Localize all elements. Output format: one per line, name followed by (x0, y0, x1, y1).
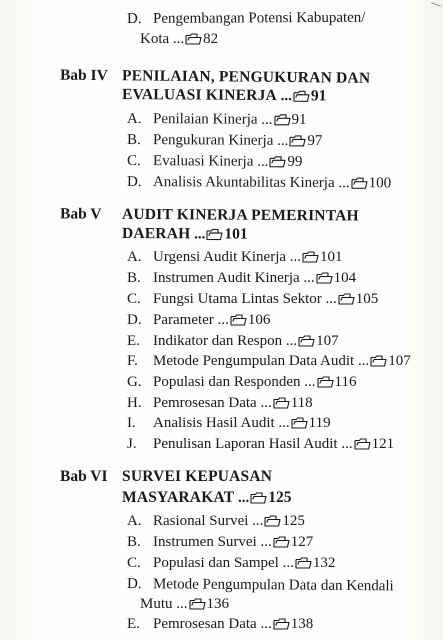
bab-label: Bab V (59, 205, 102, 223)
bab-heading (0, 468, 430, 488)
leader-dots: ... (280, 88, 293, 105)
entry-marker: E. (127, 333, 140, 349)
folder-icon (269, 156, 286, 168)
bab-label: Bab IV (59, 66, 108, 85)
page-number: 119 (308, 415, 331, 431)
entry-title: Rasional Survei (153, 513, 249, 529)
folder-icon (273, 397, 290, 409)
leader-dots: ... (338, 175, 350, 192)
leader-dots: ... (304, 374, 316, 390)
leader-dots: ... (325, 291, 337, 307)
folder-icon (295, 557, 312, 569)
toc-entry-continued (140, 595, 229, 613)
folder-icon (338, 293, 355, 305)
toc-entry (127, 290, 378, 308)
toc-entry (127, 394, 313, 412)
page-number: 136 (206, 596, 230, 612)
entry-title: Pemrosesan Data (153, 616, 257, 632)
page-number: 138 (290, 616, 314, 632)
entry-title: Metode Pengumpulan Data dan Kendali (152, 576, 394, 595)
toc-entry (127, 435, 394, 453)
entry-marker: J. (127, 436, 137, 452)
entry-title: Pengukuran Kinerja (152, 132, 274, 149)
folder-icon (302, 251, 319, 263)
entry-marker: D. (126, 174, 142, 191)
toc-entry (127, 152, 302, 171)
leader-dots: ... (303, 270, 315, 286)
folder-icon (316, 272, 333, 284)
folder-icon (189, 598, 206, 610)
entry-marker: D. (126, 576, 142, 593)
bab-title: MASYARAKAT (122, 489, 235, 506)
leader-dots: ... (357, 353, 370, 369)
toc-entry (127, 173, 391, 192)
page-number: 116 (334, 374, 357, 390)
entry-marker: F. (127, 353, 138, 369)
page-number: 106 (247, 312, 271, 328)
toc-entry (127, 131, 322, 150)
toc-entry (127, 352, 411, 370)
bab-title: PENILAIAN, PENGUKURAN DAN (121, 67, 371, 87)
page-number: 101 (320, 249, 343, 265)
bab-label: Bab VI (60, 468, 108, 485)
entry-marker: I. (127, 415, 136, 431)
bab-title: EVALUASI KINERJA (121, 86, 278, 105)
page-number: 107 (316, 333, 339, 349)
entry-marker: G. (127, 374, 142, 390)
toc-entry-continued (140, 30, 218, 48)
entry-marker: B. (126, 132, 141, 149)
folder-icon (185, 33, 202, 45)
leader-dots: ... (257, 153, 269, 170)
entry-title: Analisis Hasil Audit (153, 415, 275, 431)
toc-entry (127, 575, 394, 595)
leader-dots: ... (277, 132, 289, 149)
entry-marker: A. (127, 513, 142, 529)
folder-icon (298, 335, 315, 347)
folder-icon (354, 438, 371, 450)
page-number: 125 (282, 513, 305, 529)
entry-title: Evaluasi Kinerja (152, 153, 254, 170)
bab-title: SURVEI KEPUASAN (122, 468, 273, 485)
entry-marker: A. (127, 249, 142, 265)
page-number: 118 (290, 395, 313, 411)
entry-title: Penilaian Kinerja (152, 111, 258, 128)
folder-icon (206, 228, 223, 240)
toc-entry (127, 9, 366, 28)
entry-marker: H. (127, 395, 142, 411)
leader-dots: ... (285, 333, 298, 349)
page-number: 91 (310, 87, 327, 105)
entry-title: Pengembangan Potensi Kabupaten/ (152, 9, 366, 27)
page-number: 105 (355, 291, 379, 307)
entry-title: Parameter (153, 312, 214, 328)
page-number: 101 (224, 225, 248, 243)
entry-title: Instrumen Audit Kinerja (153, 270, 300, 286)
page-number: 82 (203, 31, 219, 47)
toc-entry (127, 373, 356, 391)
entry-marker: C. (126, 153, 141, 170)
leader-dots: ... (278, 415, 290, 431)
leader-dots: ... (194, 226, 206, 243)
entry-title: Mutu (140, 596, 173, 612)
folder-icon (273, 618, 290, 630)
entry-title: Pemrosesan Data (153, 395, 257, 411)
bab-heading-continued (122, 225, 248, 244)
entry-marker: A. (126, 111, 142, 128)
entry-title: Kota (140, 31, 170, 47)
entry-marker: C. (127, 291, 141, 307)
toc-entry (127, 248, 343, 266)
leader-dots: ... (237, 490, 250, 506)
entry-title: Populasi dan Responden (153, 374, 301, 390)
entry-title: Analisis Akuntabilitas Kinerja (152, 174, 335, 192)
entry-title: Populasi dan Sampel (153, 555, 279, 571)
entry-marker: B. (127, 534, 141, 550)
toc-entry (127, 512, 305, 530)
page-edge-mark (431, 2, 441, 6)
folder-icon (351, 177, 368, 189)
leader-dots: ... (252, 513, 264, 529)
bab-heading-continued (122, 86, 327, 105)
page-number: 121 (371, 436, 395, 452)
toc-entry (127, 269, 356, 287)
page-number: 127 (290, 534, 314, 550)
leader-dots: ... (260, 616, 272, 632)
page-number: 104 (333, 270, 357, 286)
folder-icon (291, 417, 308, 429)
leader-dots: ... (260, 534, 272, 550)
entry-title: Indikator dan Respon (153, 333, 283, 349)
page-number: 125 (268, 489, 292, 506)
entry-marker: E. (127, 616, 140, 632)
toc-entry (127, 554, 335, 572)
folder-icon (317, 376, 334, 388)
leader-dots: ... (282, 555, 294, 571)
toc-entry (127, 414, 331, 432)
folder-icon (289, 135, 306, 147)
page-number: 99 (287, 153, 303, 170)
entry-marker: C. (127, 555, 141, 571)
leader-dots: ... (217, 312, 229, 328)
entry-title: Instrumen Survei (153, 534, 257, 550)
folder-icon (370, 355, 387, 367)
page-number: 107 (388, 353, 411, 369)
page-number: 97 (307, 132, 323, 150)
folder-icon (274, 114, 291, 126)
entry-title: Urgensi Audit Kinerja (153, 249, 287, 265)
leader-dots: ... (172, 31, 185, 47)
leader-dots: ... (341, 436, 353, 452)
toc-entry (127, 332, 339, 350)
entry-marker: D. (127, 312, 142, 328)
entry-marker: D. (126, 10, 142, 27)
leader-dots: ... (260, 395, 272, 411)
entry-marker: B. (127, 270, 141, 286)
page-number: 132 (312, 555, 336, 571)
leader-dots: ... (176, 596, 188, 612)
folder-icon (250, 492, 267, 504)
toc-entry (127, 110, 307, 129)
entry-title: Penulisan Laporan Hasil Audit (153, 436, 338, 452)
toc-entry (127, 533, 313, 551)
leader-dots: ... (289, 249, 302, 265)
leader-dots: ... (261, 111, 273, 128)
bab-heading-continued (122, 489, 291, 507)
folder-icon (230, 314, 247, 326)
bab-title: AUDIT KINERJA PEMERINTAH (121, 205, 359, 225)
toc-entry (127, 615, 313, 633)
bab-title: DAERAH (121, 225, 191, 243)
entry-title: Metode Pengumpulan Data Audit (153, 353, 355, 369)
folder-icon (264, 515, 281, 527)
toc-entry (127, 311, 270, 329)
folder-icon (293, 90, 310, 102)
entry-title: Fungsi Utama Lintas Sektor (153, 291, 322, 307)
page-number: 100 (368, 175, 392, 192)
folder-icon (273, 536, 290, 548)
page-number: 91 (291, 111, 307, 128)
